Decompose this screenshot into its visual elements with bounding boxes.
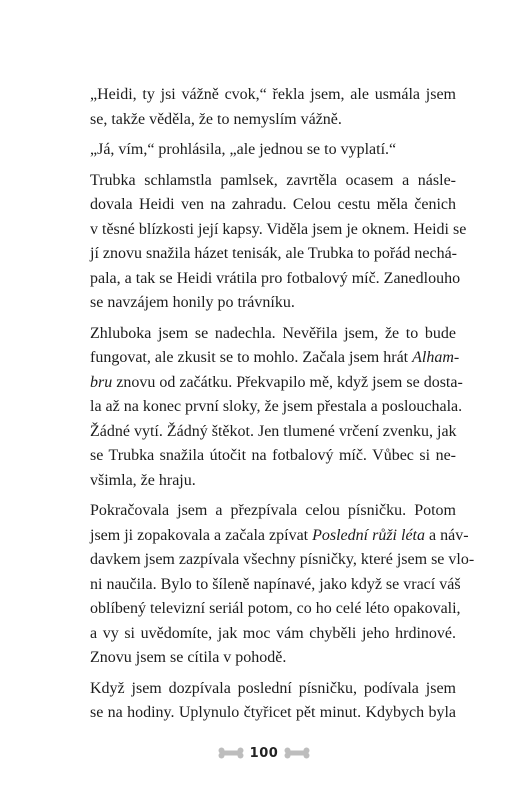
text-line: ni naučila. Bylo to šíleně napínavé, jako když se vrací váš: [90, 575, 461, 593]
text-line: „Heidi, ty jsi vážně cvok,“ řekla jsem, ale usmála jsem: [90, 86, 456, 103]
text-line: a vy si uvědomíte, jak moc vám chyběli jeho hrdinové.: [90, 624, 456, 642]
italic-title: bru: [90, 373, 113, 391]
text-line: Zhluboka jsem se nadechla. Nevěřila jsem, že to bude: [90, 324, 456, 342]
italic-title: Poslední růži léta: [312, 526, 425, 544]
paragraph-4: [90, 322, 463, 494]
italic-title: Alham-: [412, 349, 460, 366]
text-line: fungovat, ale zkusit se to mohlo. Začala jsem hrát Alham-: [90, 349, 460, 366]
paragraph-2: [90, 138, 456, 163]
text-line: Znovu jsem se cítila v pohodě.: [90, 649, 287, 666]
text-line: Žádné vytí. Žádný štěkot. Jen tlumené vrčení zvenku, jak: [90, 422, 457, 440]
text-line: všimla, že hraju.: [90, 471, 196, 489]
page-footer: [0, 741, 528, 765]
text-line: v těsné blízkosti její kapsy. Viděla jsem je oknem. Heidi se: [90, 220, 467, 238]
text-line: la až na konec první sloky, že jsem přestala a poslouchala.: [90, 398, 463, 415]
text-line: jsem ji zopakovala a začala zpívat Poslední růži léta a náv-: [90, 526, 469, 544]
book-page-body: [90, 83, 475, 726]
paragraph-1: [90, 83, 456, 132]
text-line: davkem jsem zazpívala všechny písničky, které jsem se vlo-: [90, 551, 475, 568]
text-line: se Trubka snažila útočit na fotbalový míč. Vůbec si ne-: [90, 447, 456, 464]
text-line: pala, a tak se Heidi vrátila pro fotbalový míč. Zanedlouho: [90, 269, 461, 287]
text-line: se navzájem honily po trávníku.: [90, 294, 295, 311]
text-line: se, takže věděla, že to nemyslím vážně.: [90, 110, 342, 128]
text-line: dovala Heidi ven na zahradu. Celou cestu měla čenich: [90, 196, 456, 213]
text-line: „Já, vím,“ prohlásila, „ale jednou se to vyplatí.“: [90, 141, 397, 158]
text-line: oblíbený televizní seriál potom, co ho celé léto opakovali,: [90, 600, 461, 617]
text-line: bru znovu od začátku. Překvapilo mě, když jsem se dosta-: [90, 373, 463, 391]
text-line: Když jsem dozpívala poslední písničku, podívala jsem: [90, 679, 456, 697]
bone-icon: [284, 747, 310, 759]
text-line: jí znovu snažila házet tenisák, ale Trubka to pořád nechá-: [90, 245, 457, 262]
text-line: se na hodiny. Uplynulo čtyřicet pět minut. Kdybych byla: [90, 704, 456, 721]
paragraph-6: [90, 677, 456, 726]
paragraph-3: [90, 169, 467, 316]
page-number: 100: [249, 745, 279, 761]
bone-icon: [218, 747, 244, 759]
text-line: Pokračovala jsem a přezpívala celou písničku. Potom: [90, 502, 456, 519]
paragraph-5: [90, 499, 475, 671]
text-line: Trubka schlamstla pamlsek, zavrtěla ocasem a násle-: [90, 171, 456, 189]
